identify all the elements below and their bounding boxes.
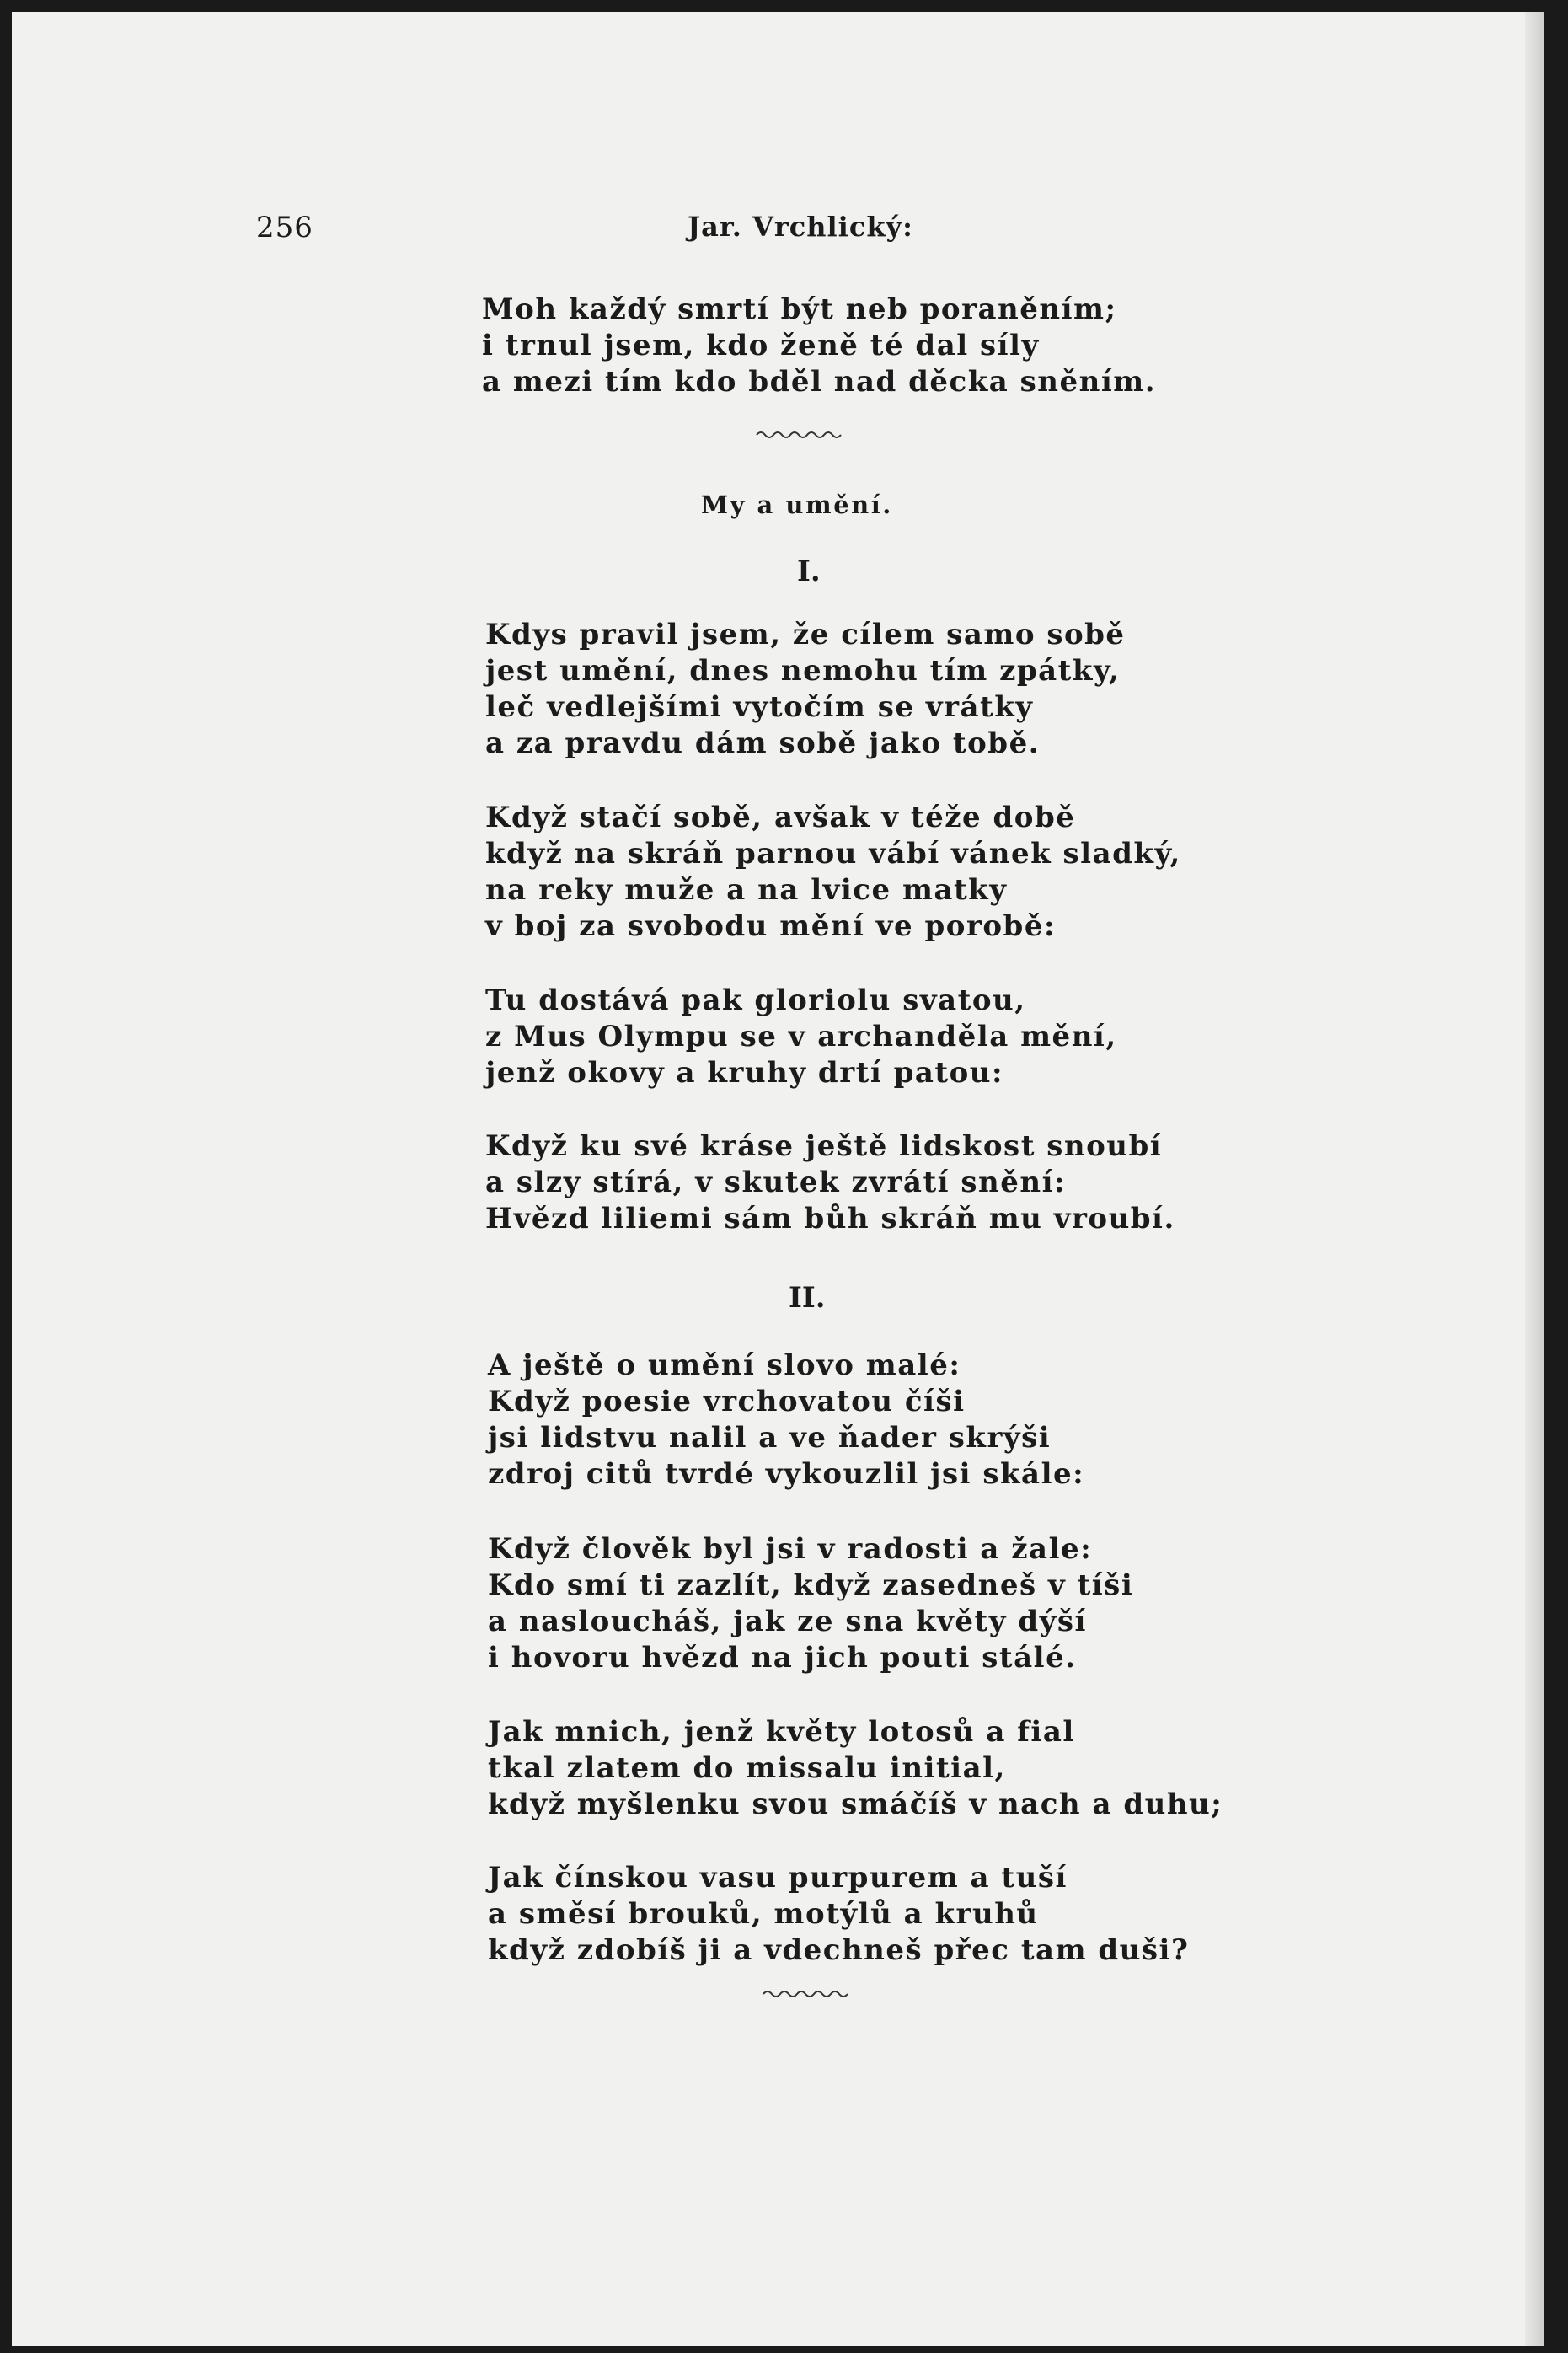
- poem-line: Když stačí sobě, avšak v téže době: [485, 801, 1076, 834]
- poem-line: i trnul jsem, kdo ženě té dal síly: [482, 329, 1040, 362]
- stanza: [485, 983, 1117, 1091]
- wavy-line-ornament-icon: [755, 428, 848, 440]
- stanza: [488, 1348, 1084, 1493]
- poem-line: když zdobíš ji a vdechneš přec tam duši?: [488, 1933, 1190, 1967]
- wavy-line-ornament-icon: [762, 1987, 854, 1999]
- poem-line: jenž okovy a kruhy drtí patou:: [485, 1056, 1004, 1090]
- poem-line: když na skráň parnou vábí vánek sladký,: [485, 837, 1181, 871]
- poem-line: na reky muže a na lvice matky: [485, 873, 1008, 907]
- poem-line: v boj za svobodu mění ve porobě:: [485, 909, 1057, 943]
- poem-line: i hovoru hvězd na jich pouti stálé.: [488, 1641, 1077, 1675]
- poem-line: Když člověk byl jsi v radosti a žale:: [488, 1532, 1093, 1566]
- book-page: [12, 12, 1544, 2346]
- section-number: II.: [789, 1281, 826, 1315]
- poem-line: a nasloucháš, jak ze sna květy dýší: [488, 1605, 1087, 1638]
- stanza: [488, 1531, 1133, 1676]
- poem-line: Hvězd liliemi sám bůh skráň mu vroubí.: [485, 1202, 1175, 1235]
- stanza: [485, 1128, 1175, 1237]
- poem-line: a směsí brouků, motýlů a kruhů: [488, 1897, 1039, 1931]
- poem-line: Jak mnich, jenž květy lotosů a fial: [488, 1715, 1075, 1749]
- preceding-poem-stanza: [482, 292, 1156, 400]
- stanza: [485, 617, 1126, 762]
- poem-line: leč vedlejšími vytočím se vrátky: [485, 690, 1034, 724]
- section-number: I.: [797, 555, 821, 588]
- running-head: Jar. Vrchlický:: [688, 211, 913, 243]
- poem-line: a mezi tím kdo bděl nad děcka sněním.: [482, 365, 1157, 399]
- poem-line: z Mus Olympu se v archanděla mění,: [485, 1020, 1117, 1053]
- poem-line: Když ku své kráse ještě lidskost snoubí: [485, 1129, 1163, 1163]
- poem-line: a slzy stírá, v skutek zvrátí snění:: [485, 1166, 1067, 1199]
- poem-line: tkal zlatem do missalu initial,: [488, 1751, 1006, 1785]
- stanza: [488, 1860, 1189, 1969]
- stanza: [488, 1714, 1223, 1823]
- poem-line: Tu dostává pak gloriolu svatou,: [485, 984, 1026, 1017]
- poem-line: Kdo smí ti zazlít, když zasedneš v tíši: [488, 1568, 1134, 1602]
- poem-line: jest umění, dnes nemohu tím zpátky,: [485, 654, 1121, 688]
- poem-line: když myšlenku svou smáčíš v nach a duhu;: [488, 1788, 1223, 1821]
- poem-title: My a umění.: [701, 490, 893, 519]
- poem-line: Moh každý smrtí být neb poraněním;: [482, 292, 1117, 326]
- stanza: [485, 800, 1181, 945]
- poem-line: A ještě o umění slovo malé:: [488, 1348, 961, 1382]
- poem-line: jsi lidstvu nalil a ve ňader skrýši: [488, 1421, 1052, 1455]
- poem-line: Když poesie vrchovatou číši: [488, 1385, 966, 1418]
- poem-line: a za pravdu dám sobě jako tobě.: [485, 726, 1041, 760]
- poem-line: zdroj citů tvrdé vykouzlil jsi skále:: [488, 1457, 1085, 1491]
- page-number: 256: [256, 211, 313, 244]
- poem-line: Jak čínskou vasu purpurem a tuší: [488, 1861, 1068, 1895]
- poem-line: Kdys pravil jsem, že cílem samo sobě: [485, 618, 1126, 651]
